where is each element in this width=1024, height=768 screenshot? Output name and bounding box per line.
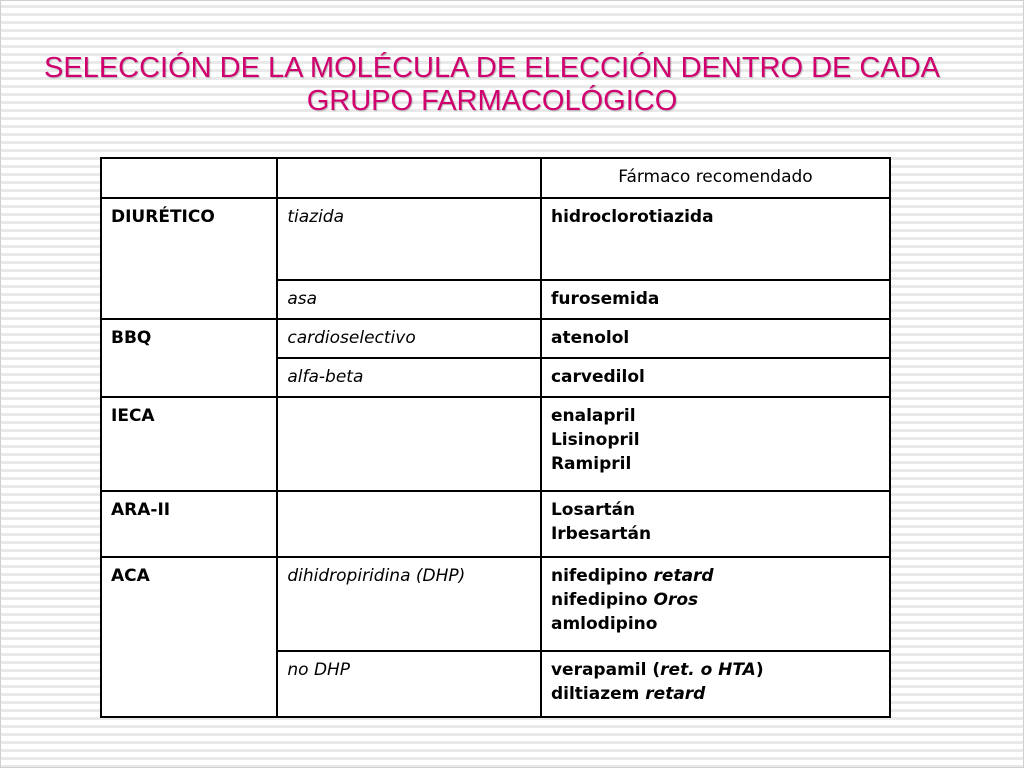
title-line-1: SELECCIÓN DE LA MOLÉCULA DE ELECCIÓN DENTRO DE CADA [44, 52, 940, 84]
drug-selection-table [100, 157, 891, 718]
drug-cell-ieca [541, 397, 890, 491]
group-cell-aca: ACA [101, 557, 277, 717]
table-row-aca-dhp [101, 557, 890, 651]
table-row-ieca [101, 397, 890, 491]
subgroup-cell-tiazida: tiazida [277, 198, 541, 280]
drug-nifedipino-retard [551, 564, 880, 588]
drug-cell-aca-dhp [541, 557, 890, 651]
drug-cell-atenolol: atenolol [541, 319, 890, 358]
drug-enalapril: enalapril [550, 406, 636, 426]
drug-amlodipino: amlodipino [550, 614, 658, 634]
drug-verapamil-name: verapamil [550, 660, 647, 680]
subgroup-cell-no-dhp: no DHP [277, 651, 541, 717]
drug-irbesartan: Irbesartán [550, 524, 652, 544]
table-header-row [101, 158, 890, 198]
drug-nifedipino-oros [551, 588, 880, 612]
drug-verapamil-close-paren: ) [755, 660, 764, 680]
subgroup-cell-cardioselectivo: cardioselectivo [277, 319, 541, 358]
drug-ramipril: Ramipril [550, 454, 632, 474]
drug-lisinopril: Lisinopril [550, 430, 640, 450]
drug-cell-furosemida: furosemida [541, 280, 890, 319]
group-cell-ara-ii: ARA-II [101, 491, 277, 557]
slide-title [20, 52, 964, 118]
subgroup-cell-asa: asa [277, 280, 541, 319]
drug-cell-aca-nodhp [541, 651, 890, 717]
subgroup-cell-ara-empty [277, 491, 541, 557]
drug-cell-hidroclorotiazida: hidroclorotiazida [541, 198, 890, 280]
drug-losartan: Losartán [550, 500, 636, 520]
header-cell-subgroup [277, 158, 541, 198]
table-row-ara [101, 491, 890, 557]
drug-cell-carvedilol: carvedilol [541, 358, 890, 397]
header-cell-recommended: Fármaco recomendado [541, 158, 890, 198]
drug-diltiazem-retard [551, 682, 880, 706]
drug-diltiazem-modifier: retard [645, 684, 706, 704]
subgroup-cell-alfa-beta: alfa-beta [277, 358, 541, 397]
group-cell-diuretico: DIURÉTICO [101, 198, 277, 319]
drug-verapamil-open-paren: ( [652, 660, 661, 680]
drug-nifedipino-1-name: nifedipino [550, 566, 648, 586]
group-cell-bbq: BBQ [101, 319, 277, 397]
drug-diltiazem-name: diltiazem [550, 684, 640, 704]
drug-nifedipino-2-name: nifedipino [550, 590, 648, 610]
drug-verapamil-modifier: ret. o HTA [660, 660, 756, 680]
table-row-bbq-cardio [101, 319, 890, 358]
header-cell-group [101, 158, 277, 198]
title-line-2: GRUPO FARMACOLÓGICO [306, 85, 678, 117]
subgroup-cell-ieca-empty [277, 397, 541, 491]
group-cell-ieca: IECA [101, 397, 277, 491]
drug-verapamil [551, 658, 880, 682]
subgroup-cell-dhp: dihidropiridina (DHP) [277, 557, 541, 651]
drug-nifedipino-1-modifier: retard [653, 566, 714, 586]
drug-cell-ara [541, 491, 890, 557]
table-row-diuretico-tiazida [101, 198, 890, 280]
drug-nifedipino-2-modifier: Oros [653, 590, 699, 610]
